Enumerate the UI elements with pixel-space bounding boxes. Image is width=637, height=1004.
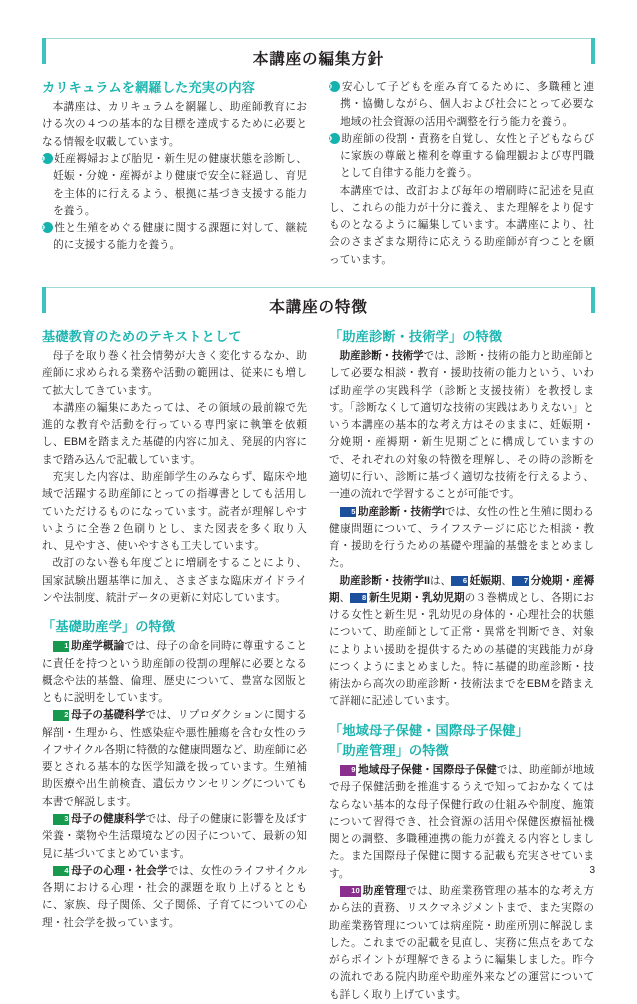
heading-community-maternal-health-line1: 「地域母子保健・国際母子保健」 (329, 722, 529, 738)
entry-title: 助産管理 (362, 885, 407, 898)
list-item (38, 220, 307, 255)
section1-right-column (325, 79, 594, 269)
numbered-entry-group (329, 573, 594, 711)
entry-text: では、母子の命を同時に尊重することに責任を持つという助産師の役割の理解に必要となる概念や法的基盤、倫理、歴史について、豊富な図版とともに説明をしています。 (42, 640, 307, 705)
section1-columns (38, 79, 595, 269)
group-lead-after: は、 (429, 574, 452, 587)
numbered-entry (42, 811, 307, 863)
circled-number-2: ❷ (42, 222, 53, 233)
paragraph-intro: 本講座は、カリキュラムを網羅し、助産師教育における次の４つの基本的な目標を達成するために必要となる情報を収載しています。 (42, 101, 307, 148)
badge-number-8: 8 (350, 593, 367, 604)
badge-number-1: 1 (53, 641, 70, 652)
list-item (325, 131, 594, 183)
entry-text: の３巻構成とし、各期における女性と新生児・乳幼児の身体的・心理社会的状態について、助産師として正常・異常を判断でき、対象によりよい援助を提供するための基礎的実践能力が身につくようにまとめました。特に基礎的助産診断・技術法から高次の助産診断・技術法までをEBMを踏まえて詳細に記述しています。 (329, 591, 595, 708)
heading-basic-education-text: 基礎教育のためのテキストとして (42, 328, 242, 344)
banner-cap-right (591, 38, 595, 64)
entry-title-6: 妊娠期 (469, 574, 502, 587)
list-item-text: 助産師の役割・責務を自覚し、女性と子どもならびに家族の尊厳と権利を尊重する倫理観および専門職として自律する能力を養う。 (340, 132, 594, 180)
paragraph: 本講座の編集にあたっては、その領域の最前線で先進的な教育や活動を行っている専門家に執筆を依頼し、EBMを踏まえた基礎的内容に加え、発展的内容にまで踏み込んで記載しています。 (42, 401, 307, 466)
paragraph: 充実した内容は、助産師学生のみならず、臨床や地域で活躍する助産師にとっての指導書としても活用していただけるものになっています。読者が理解しやすいように全巻２色刷りとし、また図表を多く取り入れ、見やすさ、使いやすさも工夫しています。 (42, 471, 307, 553)
section2-left-column (42, 328, 307, 1004)
badge-number-7: 7 (512, 576, 529, 587)
badge-number-9: 9 (340, 765, 357, 776)
badge-number-6: 6 (451, 576, 468, 587)
separator: 、 (339, 591, 351, 604)
entry-text: では、女性のライフサイクル各期における心理・社会的課題を取り上げるとともに、家族、母子関係、父子関係、子育てについての心理・社会学を扱っています。 (42, 864, 308, 929)
entry-text: では、助産師が地域で母子保健活動を推進するうえで知っておかなくてはならない基本的な母子保健行政の仕組みや制度、施策について習得でき、社会資源の活用や保健医療福祉機関との調整、多職種連携の能力が養える内容としました。また国際母子保健に関する記載も充実させています。 (329, 764, 594, 880)
entry-title: 母子の心理・社会学 (70, 864, 168, 877)
banner-rule (42, 38, 595, 39)
badge-number-5: 5 (340, 507, 357, 518)
entry-title: 助産学概論 (70, 640, 125, 653)
section-banner-editorial-policy (42, 38, 595, 72)
badge-number-3: 3 (53, 814, 70, 825)
circled-number-3: ❸ (329, 81, 340, 92)
section2-columns (42, 328, 595, 1004)
heading-diagnosis-technique: 「助産診断・技術学」の特徴 (329, 328, 503, 344)
entry-title-8: 新生児期・乳幼児期 (368, 591, 465, 604)
section-title: 本講座の編集方針 (252, 50, 385, 68)
heading-curriculum: カリキュラムを網羅した充実の内容 (42, 80, 255, 95)
numbered-entry (42, 863, 307, 932)
section-title: 本講座の特徴 (269, 299, 368, 317)
paragraph-text: では、診断・技術の能力と助産師として必要な相談・教育・援助技術の能力という、いわば助産学の実践科学（診断と支援技術）を教授します。「診断なくして適切な技術の実践はありえない」という本講座の基本的な考え方はそのままに、妊娠期・分娩期・産褥期・新生児期ごとに構成していますので、それぞれの対象の特徴を理解し、その時の診断を適切に行い、診断に基づく適切な技術を行えるよう、一連の流れで学習することが可能です。 (329, 350, 594, 501)
badge-number-4: 4 (53, 866, 70, 877)
section2-right-column (329, 328, 594, 1004)
entry-text: では、リプロダクションに関する解剖・生理から、性感染症や悪性腫瘍を含む女性のライフサイクル各期に特徴的な健康問題など、助産師に必要とされる基本的な医学知識を扱っています。生殖補助医療や出生前検査、遺伝カウンセリングについても本書で解説します。 (42, 709, 307, 808)
banner-cap-right (591, 287, 595, 313)
paragraph: 改訂のない巻も年度ごとに増刷をすることにより、国家試験出題基準に加え、さまざまな臨床ガイドラインや法制度、統計データの更新に対応しています。 (42, 557, 307, 604)
entry-title: 助産診断・技術学I (357, 505, 445, 518)
entry-title: 母子の健康科学 (70, 813, 146, 825)
numbered-entry (329, 883, 594, 1004)
entry-title: 母子の基礎科学 (70, 709, 146, 722)
paragraph-lead (329, 348, 594, 503)
numbered-entry (329, 762, 594, 883)
entry-text: では、女性の性と生殖に関わる健康問題について、ライフステージに応じた相談・教育・援助を行うための基礎や理論的基盤をまとめました。 (329, 505, 594, 570)
page-number: 3 (589, 865, 595, 876)
numbered-entry (42, 638, 307, 707)
badge-number-2: 2 (53, 710, 70, 721)
section1-left-column (38, 79, 307, 269)
separator: 、 (501, 574, 513, 587)
list-item (38, 151, 307, 220)
list-item (325, 79, 594, 131)
circled-number-4: ❹ (329, 133, 340, 144)
entry-text: では、母子の健康に影響を及ぼす栄養・薬物や生活環境などの因子について、最新の知見に基づいてまとめています。 (42, 813, 308, 860)
section-banner-features (42, 287, 595, 321)
paragraph: 母子を取り巻く社会情勢が大きく変化するなか、助産師に求められる業務や活動の範囲は、従来にも増して拡大してきています。 (42, 350, 307, 397)
lead-title: 助産診断・技術学 (339, 350, 424, 363)
list-item-text: 妊産褥婦および胎児・新生児の健康状態を診断し、妊娠・分娩・産褥がより健康で安全に経過し、育児を主体的に行えるよう、根拠に基づき支援する能力を養う。 (53, 153, 307, 217)
group-lead-title: 助産診断・技術学II (339, 574, 430, 587)
badge-number-10: 10 (340, 886, 361, 897)
entry-title-7: 分娩期・産褥期 (329, 574, 594, 604)
paragraph-closing: 本講座では、改訂および毎年の増刷時に記述を見直し、これらの能力が十分に養え、また理解をより促すものとなるように編集しています。本講座により、社会のさまざまな期待に応えうる助産師が育つことを願っています。 (329, 184, 594, 266)
numbered-entry (329, 504, 594, 573)
heading-basic-midwifery: 「基礎助産学」の特徴 (42, 619, 176, 635)
numbered-entry (42, 707, 307, 811)
list-item-text: 性と生殖をめぐる健康に関する課題に対して、継続的に支援する能力を養う。 (53, 222, 307, 252)
entry-title: 地域母子保健・国際母子保健 (357, 764, 497, 777)
banner-cap-left (42, 287, 46, 313)
list-item-text: 安心して子どもを産み育てるために、多職種と連携・協働しながら、個人および社会にとって必要な地域の社会資源の活用や調整を行う能力を養う。 (340, 81, 594, 128)
entry-text: では、助産業務管理の基本的な考え方から法的責務、リスクマネジメントまで、また実際の助産業務管理については病産院・助産所別に解説しました。これまでの記載を見直し、実務に焦点をあてながらポイントが理解できるように編集しました。昨今の流れである院内助産や助産外来などの運営についても詳しく取り上げています。 (329, 885, 594, 1001)
banner-rule (42, 287, 595, 288)
circled-number-1: ❶ (42, 153, 53, 164)
banner-cap-left (42, 38, 46, 64)
heading-midwifery-management-line2: 「助産管理」の特徴 (329, 742, 449, 758)
